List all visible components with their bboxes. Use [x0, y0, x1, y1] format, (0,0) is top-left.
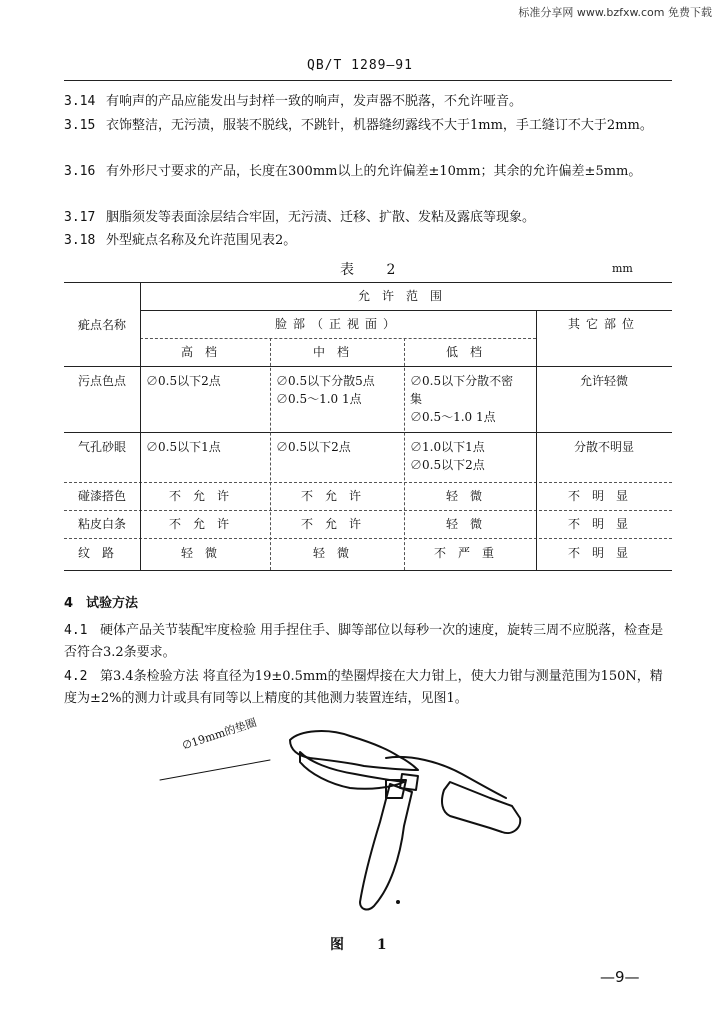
paragraph-4-1 — [64, 620, 674, 664]
row-pore-low-1: ∅1.0以下1点 — [410, 440, 485, 454]
defect-table — [64, 282, 672, 572]
row-name-texture: 纹路 — [77, 546, 126, 560]
row-stain-low-1: ∅0.5以下分散不密 — [410, 374, 514, 388]
row-skin-high: 不允许 — [168, 517, 241, 531]
paragraph-text: 硬体产品关节装配牢度检验 用手捏住手、脚等部位以每秒一次的速度，旋转三周不应脱落，检查是否符合3.2条要求。 — [64, 623, 664, 660]
figure-pliers-drawing — [150, 718, 530, 928]
pliers-lever-arm — [360, 784, 412, 909]
row-pore-high: ∅0.5以下1点 — [146, 440, 221, 454]
row-stain-low-2: 集 — [410, 392, 423, 406]
row-name-stain: 污点色点 — [77, 374, 126, 388]
section-4-title: 4 试验方法 — [64, 596, 139, 611]
page-number: —9— — [600, 968, 640, 986]
clause-text: 衣饰整洁，无污渍，服装不脱线，不跳针，机器缝纫露线不大于1mm，手工缝订不大于2mm。 — [106, 118, 653, 133]
pliers-dot — [396, 900, 400, 904]
row-pore-other: 分散不明显 — [573, 440, 634, 454]
paragraph-4-2 — [64, 666, 674, 710]
table-unit: mm — [612, 262, 633, 275]
table-rule — [64, 538, 672, 539]
clause-number: 3.14 — [64, 94, 96, 109]
row-stain-mid-2: ∅0.5～1.0 1点 — [276, 392, 362, 406]
row-paint-low: 轻微 — [445, 489, 494, 503]
row-texture-high: 轻微 — [180, 546, 229, 560]
table-col-rule — [404, 338, 405, 570]
header-grade-low: 低档 — [445, 345, 494, 359]
header-rule — [64, 80, 672, 81]
callout-leader — [160, 760, 270, 780]
table-rule — [140, 310, 672, 311]
clause-text: 有外形尺寸要求的产品，长度在300mm以上的允许偏差±10mm；其余的允许偏差±5mm。 — [106, 164, 642, 179]
row-name-pore: 气孔砂眼 — [77, 440, 126, 454]
row-stain-high: ∅0.5以下2点 — [146, 374, 221, 388]
row-texture-mid: 轻微 — [312, 546, 361, 560]
paragraph-number: 4.2 — [64, 669, 88, 684]
clause-text: 有响声的产品应能发出与封样一致的响声，发声器不脱落，不允许哑音。 — [106, 94, 523, 109]
table-col-rule — [270, 338, 271, 570]
table-rule — [64, 366, 672, 367]
row-name-skin: 粘皮白条 — [77, 517, 126, 531]
row-skin-mid: 不允许 — [300, 517, 373, 531]
row-texture-low: 不严重 — [433, 546, 506, 560]
row-stain-other: 允许轻微 — [579, 374, 628, 388]
row-paint-other: 不明显 — [567, 489, 640, 503]
table-rule — [64, 482, 672, 483]
pliers-handle-grip — [442, 782, 520, 833]
row-skin-other: 不明显 — [567, 517, 640, 531]
row-pore-low-2: ∅0.5以下2点 — [410, 458, 485, 472]
header-allowed-range: 允许范围 — [357, 289, 454, 303]
clause-3-18 — [64, 230, 674, 252]
row-pore-mid: ∅0.5以下2点 — [276, 440, 351, 454]
figure-callout-washer: ∅19mm的垫圈 — [180, 715, 259, 753]
row-stain-mid-1: ∅0.5以下分散5点 — [276, 374, 375, 388]
clause-text: 外型疵点名称及允许范围见表2。 — [106, 233, 297, 248]
header-defect-name: 疵点名称 — [77, 318, 126, 332]
header-grade-mid: 中档 — [312, 345, 361, 359]
clause-number: 3.17 — [64, 210, 96, 225]
header-face: 脸部（正视面） — [274, 317, 401, 331]
clause-text: 胭脂须发等表面涂层结合牢固，无污渍、迁移、扩散、发粘及露底等现象。 — [106, 210, 536, 225]
row-stain-low-3: ∅0.5～1.0 1点 — [410, 410, 496, 424]
header-grade-high: 高档 — [180, 345, 229, 359]
paragraph-number: 4.1 — [64, 623, 88, 638]
clause-3-14 — [64, 91, 674, 113]
header-other-parts: 其它部位 — [567, 317, 640, 331]
row-paint-high: 不允许 — [168, 489, 241, 503]
figure-caption: 图 1 — [330, 937, 401, 953]
pliers-upper-jaw — [290, 731, 418, 770]
clause-number: 3.15 — [64, 118, 96, 133]
clause-3-16 — [64, 161, 674, 183]
row-name-paint: 碰漆搭色 — [77, 489, 126, 503]
row-texture-other: 不明显 — [567, 546, 640, 560]
table-rule-top — [64, 282, 672, 283]
table-rule — [64, 432, 672, 433]
clause-number: 3.18 — [64, 233, 96, 248]
table-rule-bottom — [64, 570, 672, 571]
watermark-text: 标准分享网 www.bzfxw.com 免费下载 — [518, 6, 712, 19]
table-rule — [64, 510, 672, 511]
clause-number: 3.16 — [64, 164, 96, 179]
clause-3-17 — [64, 207, 674, 229]
table-rule — [140, 338, 536, 339]
standard-code: QB/T 1289—91 — [307, 58, 413, 73]
row-skin-low: 轻微 — [445, 517, 494, 531]
table-title: 表 2 — [340, 262, 410, 278]
clause-3-15 — [64, 115, 674, 137]
paragraph-text: 第3.4条检验方法 将直径为19±0.5mm的垫圈焊接在大力钳上，使大力钳与测量范围为150N，精度为±2%的测力计或具有同等以上精度的其他测力装置连结，见图1。 — [64, 669, 663, 706]
row-paint-mid: 不允许 — [300, 489, 373, 503]
